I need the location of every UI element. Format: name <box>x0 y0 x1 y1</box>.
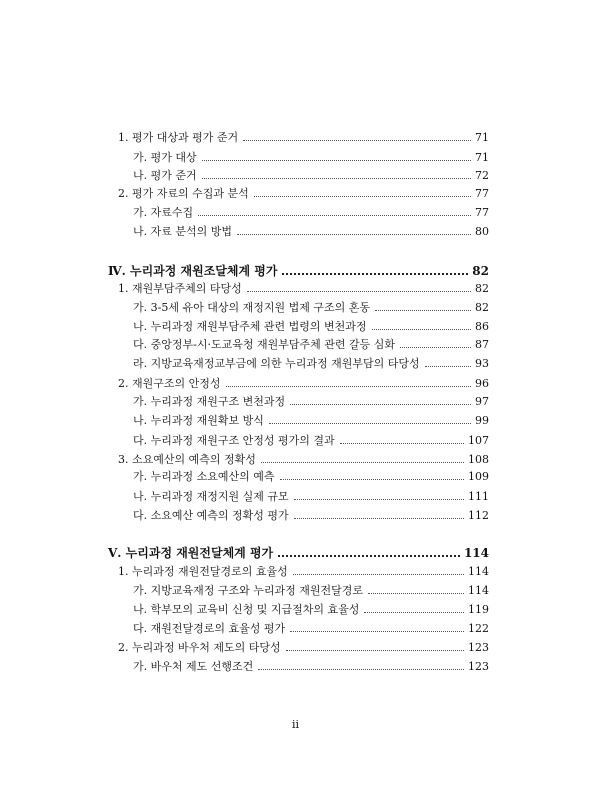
toc-entry <box>133 469 489 485</box>
toc-entry <box>118 452 489 468</box>
toc-entry <box>118 376 489 392</box>
toc-entry <box>133 394 489 410</box>
toc-entry-page: 99 <box>475 414 489 427</box>
toc-entry-label: Ⅳ. 누리과정 재원조달체계 평가 <box>108 264 278 278</box>
toc-entry-label: 다. 누리과정 재원구조 안정성 평가의 결과 <box>133 434 335 447</box>
toc-dot-leader <box>237 234 471 235</box>
toc-dot-leader <box>261 462 464 463</box>
toc-entry <box>133 508 489 524</box>
toc-entry-label: 다. 중앙정부-시·도교육청 재원부담주체 관련 갈등 심화 <box>133 338 395 351</box>
toc-entry-page: 82 <box>472 264 489 278</box>
toc-dot-leader <box>372 329 472 330</box>
toc-dot-leader <box>282 273 468 275</box>
toc-entry-label: Ⅴ. 누리과정 재원전달체계 평가 <box>108 546 274 560</box>
toc-entry <box>133 224 489 240</box>
toc-entry-page: 96 <box>475 377 489 390</box>
toc-dot-leader <box>286 650 464 651</box>
toc-entry-label: 2. 누리과정 바우처 제도의 타당성 <box>118 641 281 654</box>
toc-entry-label: 1. 평가 대상과 평가 준거 <box>118 131 239 144</box>
toc-dot-leader <box>202 178 471 179</box>
toc-entry-page: 111 <box>468 490 489 503</box>
toc-dot-leader <box>254 196 471 197</box>
toc-entry <box>133 413 489 429</box>
toc-entry-page: 97 <box>475 395 489 408</box>
toc-dot-leader <box>226 386 472 387</box>
toc-entry-page: 77 <box>475 206 489 219</box>
toc-entry-label: 나. 누리과정 재정지원 실제 규모 <box>133 490 289 503</box>
toc-dot-leader <box>258 669 464 670</box>
toc-entry-page: 123 <box>468 641 489 654</box>
toc-entry <box>133 319 489 335</box>
toc-entry-page: 114 <box>463 546 489 560</box>
toc-entry-label: 가. 자료수집 <box>133 206 194 219</box>
toc-dot-leader <box>294 499 464 500</box>
toc-entry-label: 가. 누리과정 소요예산의 예측 <box>133 470 275 483</box>
toc-dot-leader <box>290 404 471 405</box>
toc-entry-page: 93 <box>475 357 489 370</box>
toc-dot-leader <box>375 310 471 311</box>
toc-dot-leader <box>400 347 471 348</box>
toc-entry-page: 123 <box>468 660 489 673</box>
toc-entry-label: 2. 재원구조의 안정성 <box>118 377 221 390</box>
toc-entry <box>133 300 489 316</box>
toc-chapter-heading <box>108 545 489 561</box>
toc-entry <box>133 489 489 505</box>
toc-entry-page: 71 <box>475 151 489 164</box>
toc-entry-page: 114 <box>468 584 489 597</box>
toc-entry <box>133 150 489 166</box>
toc-entry <box>133 356 489 372</box>
toc-entry <box>133 168 489 184</box>
toc-entry <box>133 205 489 221</box>
toc-dot-leader <box>278 555 460 557</box>
toc-dot-leader <box>247 291 471 292</box>
toc-entry-page: 112 <box>468 509 489 522</box>
toc-entry-label: 라. 지방교육재정교부금에 의한 누리과정 재원부담의 타당성 <box>133 357 420 370</box>
toc-entry-label: 2. 평가 자료의 수집과 분석 <box>118 187 249 200</box>
toc-entry-label: 나. 평가 준거 <box>133 169 197 182</box>
toc-dot-leader <box>280 479 465 480</box>
toc-dot-leader <box>340 443 464 444</box>
toc-entry <box>133 602 489 618</box>
toc-entry-label: 나. 누리과정 재원부담주체 관련 법령의 변천과정 <box>133 320 367 333</box>
toc-entry-label: 다. 소요예산 예측의 정확성 평가 <box>133 509 289 522</box>
toc-chapter-heading <box>108 263 489 279</box>
toc-entry <box>133 583 489 599</box>
toc-dot-leader <box>269 423 471 424</box>
toc-entry-page: 82 <box>475 282 489 295</box>
toc-entry-label: 가. 3-5세 유아 대상의 재정지원 법제 구조의 혼동 <box>133 301 370 314</box>
toc-entry-page: 122 <box>468 622 489 635</box>
toc-entry-label: 1. 재원부담주체의 타당성 <box>118 282 242 295</box>
toc-entry-page: 80 <box>475 225 489 238</box>
toc-entry-label: 다. 재원전달경로의 효율성 평가 <box>133 622 286 635</box>
toc-entry <box>118 640 489 656</box>
toc-entry-label: 나. 누리과정 재원확보 방식 <box>133 414 264 427</box>
toc-entry <box>118 564 489 580</box>
toc-entry-page: 72 <box>475 169 489 182</box>
toc-entry-page: 108 <box>468 453 489 466</box>
toc-dot-leader <box>425 366 471 367</box>
toc-entry-page: 82 <box>475 301 489 314</box>
toc-entry-label: 가. 바우처 제도 선행조건 <box>133 660 254 673</box>
toc-entry-page: 86 <box>475 320 489 333</box>
toc-entry <box>133 433 489 449</box>
toc-dot-leader <box>293 574 464 575</box>
page-number: ii <box>291 718 300 731</box>
toc-entry-label: 나. 자료 분석의 방법 <box>133 225 232 238</box>
toc-entry <box>133 337 489 353</box>
toc-entry-page: 77 <box>475 187 489 200</box>
toc-entry-page: 87 <box>475 338 489 351</box>
toc-entry-label: 가. 지방교육재정 구조와 누리과정 재원전달경로 <box>133 584 364 597</box>
toc-entry-page: 114 <box>468 565 489 578</box>
toc-dot-leader <box>290 631 464 632</box>
toc-entry-page: 109 <box>468 470 489 483</box>
toc-dot-leader <box>198 215 471 216</box>
toc-dot-leader <box>294 518 464 519</box>
toc-entry-page: 107 <box>468 434 489 447</box>
toc-entry-page: 71 <box>475 131 489 144</box>
toc-entry <box>133 659 489 675</box>
toc-dot-leader <box>368 593 464 594</box>
toc-entry <box>118 281 489 297</box>
toc-dot-leader <box>364 612 464 613</box>
toc-entry-label: 가. 평가 대상 <box>133 151 197 164</box>
toc-entry <box>133 621 489 637</box>
toc-entry-label: 1. 누리과정 재원전달경로의 효율성 <box>118 565 288 578</box>
toc-entry-page: 119 <box>468 603 489 616</box>
toc-entry-label: 나. 학부모의 교육비 신청 및 지급절차의 효율성 <box>133 603 360 616</box>
toc-entry <box>118 130 489 146</box>
toc-dot-leader <box>243 140 471 141</box>
toc-entry <box>118 186 489 202</box>
toc-dot-leader <box>202 160 471 161</box>
toc-entry-label: 가. 누리과정 재원구조 변천과정 <box>133 395 286 408</box>
toc-entry-label: 3. 소요예산의 예측의 정확성 <box>118 453 256 466</box>
